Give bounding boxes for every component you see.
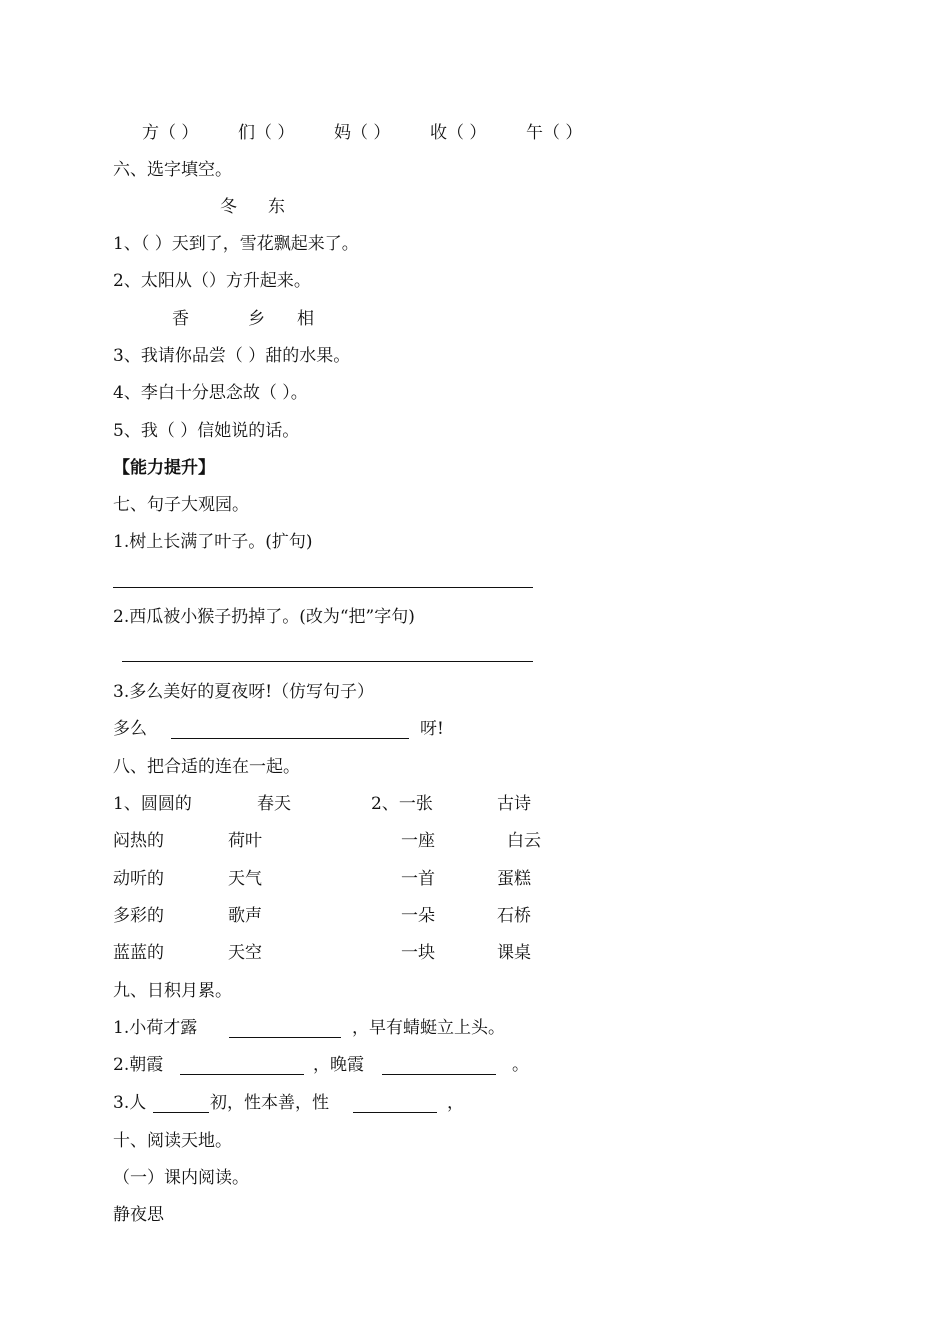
match-right-measure: 一块 <box>401 943 435 963</box>
match-right-noun: 蛋糕 <box>497 869 531 889</box>
match-right-noun: 白云 <box>507 831 541 851</box>
answer-line <box>229 1037 341 1038</box>
answer-line <box>122 661 533 662</box>
section-10-title: 十、阅读天地。 <box>113 1131 232 1151</box>
choice-char: 香 <box>172 309 189 329</box>
verse-3-start: 3.人 <box>113 1093 147 1113</box>
char-blank-5: 午（ ） <box>526 123 583 143</box>
char-blank-2: 们（ ） <box>238 123 295 143</box>
match-left-adj: 闷热的 <box>113 831 164 851</box>
choice-char: 相 <box>297 309 314 329</box>
verse-1-start: 1.小荷才露 <box>113 1018 198 1038</box>
match-left-noun: 荷叶 <box>228 831 262 851</box>
match-right-noun: 石桥 <box>497 906 531 926</box>
match-right-measure: 一座 <box>401 831 435 851</box>
match-left-adj: 蓝蓝的 <box>113 943 164 963</box>
verse-1-end: ，早有蜻蜓立上头。 <box>352 1018 505 1038</box>
choice-char: 乡 <box>248 309 265 329</box>
match-right-noun: 古诗 <box>497 794 531 814</box>
char-blank-3: 妈（ ） <box>334 123 391 143</box>
match-left-noun: 歌声 <box>228 906 262 926</box>
match-left-noun: 天空 <box>228 943 262 963</box>
match-right-noun: 课桌 <box>497 943 531 963</box>
answer-line <box>113 587 533 588</box>
verse-3-end: ， <box>447 1093 464 1113</box>
question-6-3: 3、我请你品尝（ ）甜的水果。 <box>113 346 351 366</box>
section-9-title: 九、日积月累。 <box>113 981 232 1001</box>
imitation-start: 多么 <box>113 719 147 739</box>
answer-line <box>353 1112 437 1113</box>
section-6-title: 六、选字填空。 <box>113 160 232 180</box>
question-6-2: 2、太阳从（）方升起来。 <box>113 271 311 291</box>
answer-line <box>180 1074 304 1075</box>
match-left-adj: 动听的 <box>113 869 164 889</box>
reading-subheading: （一）课内阅读。 <box>113 1168 249 1188</box>
answer-line <box>171 738 409 739</box>
match-left-noun: 春天 <box>257 794 291 814</box>
char-blank-4: 收（ ） <box>430 123 487 143</box>
choice-char: 冬 <box>220 197 237 217</box>
verse-2-start: 2.朝霞 <box>113 1055 164 1075</box>
question-7-2: 2.西瓜被小猴子扔掉了。(改为“把”字句) <box>113 607 415 627</box>
imitation-end: 呀! <box>420 719 444 739</box>
char-blank-1: 方（ ） <box>142 123 199 143</box>
answer-line <box>382 1074 496 1075</box>
question-7-3: 3.多么美好的夏夜呀!（仿写句子） <box>113 682 375 702</box>
match-right-measure: 一首 <box>401 869 435 889</box>
section-8-title: 八、把合适的连在一起。 <box>113 757 300 777</box>
match-right-measure: 2、一张 <box>371 794 433 814</box>
choice-char: 东 <box>268 197 285 217</box>
match-right-measure: 一朵 <box>401 906 435 926</box>
verse-3-mid: 初，性本善，性 <box>210 1093 329 1113</box>
match-left-adj: 多彩的 <box>113 906 164 926</box>
section-7-title: 七、句子大观园。 <box>113 495 249 515</box>
ability-heading: 【能力提升】 <box>113 458 215 478</box>
question-6-5: 5、我（ ）信她说的话。 <box>113 421 300 441</box>
match-left-adj: 1、圆圆的 <box>113 794 192 814</box>
question-6-4: 4、李白十分思念故（ ）。 <box>113 383 308 403</box>
match-left-noun: 天气 <box>228 869 262 889</box>
verse-2-end: 。 <box>512 1055 529 1075</box>
answer-line <box>153 1112 209 1113</box>
question-6-1: 1、（ ）天到了，雪花飘起来了。 <box>113 234 359 254</box>
question-7-1: 1.树上长满了叶子。(扩句) <box>113 532 313 552</box>
verse-2-mid: ，晚霞 <box>313 1055 364 1075</box>
poem-title: 静夜思 <box>113 1205 164 1225</box>
